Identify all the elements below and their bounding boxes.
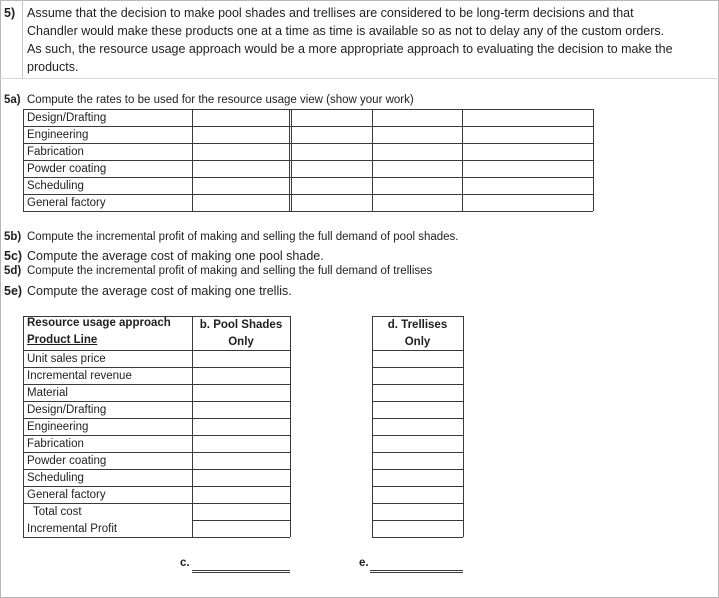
t2-row-label-incremental-profit: Incremental Profit — [27, 523, 118, 535]
answer-c-line-double — [192, 572, 290, 573]
t1-row-label: Fabrication — [27, 146, 84, 158]
t2-row-line — [372, 452, 463, 453]
t1-row-label: Scheduling — [27, 180, 84, 192]
q5c-text: Compute the average cost of making one pool shade. — [27, 249, 324, 263]
q5-number: 5) — [4, 6, 16, 20]
t1-row-label: General factory — [27, 197, 106, 209]
answer-e-line[interactable] — [370, 570, 463, 571]
t2-row-label: Scheduling — [27, 472, 84, 484]
t2-row-line — [192, 401, 290, 402]
table1-row-line — [23, 143, 593, 144]
q5d-label: 5d) — [4, 265, 22, 277]
t2-row-label: Incremental revenue — [27, 370, 132, 382]
t2-row-line — [372, 401, 463, 402]
answer-e-label: e. — [359, 557, 369, 569]
q5-line-1: Assume that the decision to make pool shades and trellises are considered to be long-term decisions and that — [27, 6, 634, 20]
q5a-label: 5a) — [4, 94, 21, 106]
t2-row-label: Engineering — [27, 421, 89, 433]
t2-row-label-total-cost: Total cost — [33, 506, 82, 518]
t2-header-product-line: Product Line — [27, 334, 98, 346]
q5-line-2: Chandler would make these products one at a time as time is available so as not to delay any of the custom orders. — [27, 24, 665, 38]
t1-row-label: Design/Drafting — [27, 112, 107, 124]
q5e-label: 5e) — [4, 284, 23, 298]
table1-col-line — [23, 109, 24, 211]
t2-col-b-top — [192, 316, 290, 317]
t2-row-label: Material — [27, 387, 68, 399]
t1-row-label: Powder coating — [27, 163, 107, 175]
q5d-text: Compute the incremental profit of making and selling the full demand of trellises — [27, 265, 433, 277]
answer-e-line-double — [370, 572, 463, 573]
t2-row-label: General factory — [27, 489, 106, 501]
t2-row-line — [192, 503, 290, 504]
table1-top-border — [23, 109, 593, 110]
t2-row-line — [192, 367, 290, 368]
t1-row-label: Engineering — [27, 129, 89, 141]
t2-row-line — [372, 520, 463, 521]
t2-row-line — [372, 469, 463, 470]
answer-c-label: c. — [180, 557, 190, 569]
t2-row-line — [372, 486, 463, 487]
table1-row-line — [23, 177, 593, 178]
table1-col-line — [462, 109, 463, 211]
table1-row-line — [23, 194, 593, 195]
t2-row-line — [372, 384, 463, 385]
t2-row-line — [192, 435, 290, 436]
t2-row-line — [372, 503, 463, 504]
t2-row-line — [192, 520, 290, 521]
q5a-text: Compute the rates to be used for the resource usage view (show your work) — [27, 94, 414, 106]
t2-row-label: Powder coating — [27, 455, 107, 467]
t2-header-title: Resource usage approach — [27, 317, 171, 329]
q5b-text: Compute the incremental profit of making and selling the full demand of pool shades. — [27, 231, 459, 243]
t2-col-b-header: b. Pool Shades — [199, 319, 283, 331]
t2-col-line — [290, 316, 291, 537]
t2-row-line — [192, 452, 290, 453]
t2-row-label: Design/Drafting — [27, 404, 107, 416]
t2-col-d-header: d. Trellises — [387, 319, 448, 331]
table1-col-line — [291, 109, 292, 211]
t2-col-b-subheader: Only — [228, 336, 254, 348]
answer-c-line[interactable] — [192, 570, 290, 571]
t2-row-label: Fabrication — [27, 438, 84, 450]
t2-row-line — [372, 367, 463, 368]
table1-col-line — [372, 109, 373, 211]
table1-row-line — [23, 126, 593, 127]
t2-row-line — [192, 486, 290, 487]
q5e-text: Compute the average cost of making one trellis. — [27, 284, 292, 298]
table1-bottom-border — [23, 211, 593, 212]
table1-col-line — [192, 109, 193, 211]
q5b-label: 5b) — [4, 231, 22, 243]
table1-col-line — [289, 109, 290, 211]
t2-row-line — [192, 350, 290, 351]
t2-col-line — [463, 316, 464, 537]
t2-row-line — [372, 350, 463, 351]
t2-col-d-top — [372, 316, 463, 317]
q5-line-4: products. — [27, 60, 79, 74]
t2-row-line — [372, 435, 463, 436]
t2-row-label: Unit sales price — [27, 353, 106, 365]
t2-top-border — [23, 316, 192, 317]
row-divider — [0, 78, 719, 79]
t2-row-line — [372, 418, 463, 419]
t2-row-line — [192, 418, 290, 419]
cell-divider — [22, 0, 23, 78]
t2-row-line — [192, 384, 290, 385]
t2-row-line — [192, 469, 290, 470]
table1-row-line — [23, 160, 593, 161]
q5c-label: 5c) — [4, 249, 23, 263]
table1-col-line — [593, 109, 594, 211]
t2-row-line — [372, 537, 463, 538]
t2-col-d-subheader: Only — [404, 336, 431, 348]
t2-row-line — [192, 537, 290, 538]
q5-line-3: As such, the resource usage approach would be a more appropriate approach to evaluating the decision to make the — [27, 42, 673, 56]
